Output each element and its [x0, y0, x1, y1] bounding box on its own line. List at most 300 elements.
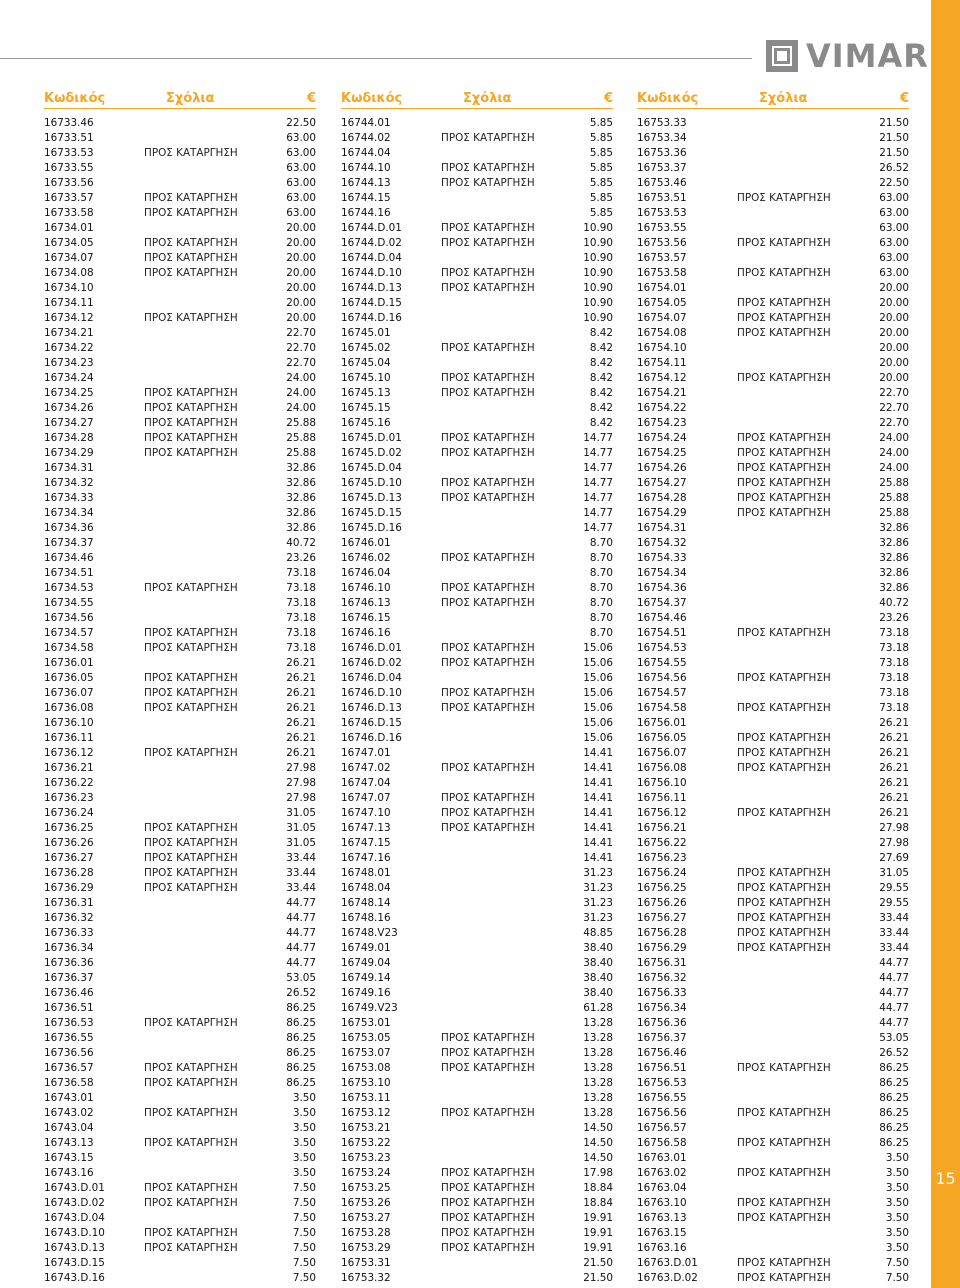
- product-price: 44.77: [879, 987, 909, 999]
- product-price: 26.21: [879, 732, 909, 744]
- table-row: [44, 401, 316, 416]
- product-note: [144, 1151, 274, 1166]
- table-row: [44, 1136, 316, 1151]
- product-note: [441, 1121, 571, 1136]
- product-price: 32.86: [286, 507, 316, 519]
- product-note: ΠΡΟΣ ΚΑΤΑΡΓΗΣΗ: [144, 582, 238, 594]
- table-row: [44, 356, 316, 371]
- product-price: 86.25: [286, 1032, 316, 1044]
- price-column-1: [44, 88, 316, 1286]
- product-note: [737, 1016, 867, 1031]
- product-code: 16734.36: [44, 522, 94, 534]
- product-price: 44.77: [879, 1002, 909, 1014]
- product-code: 16745.D.02: [341, 447, 402, 459]
- product-code: 16734.55: [44, 597, 94, 609]
- table-row: [637, 536, 909, 551]
- table-row: [637, 521, 909, 536]
- product-note: [441, 356, 571, 371]
- product-code: 16756.01: [637, 717, 687, 729]
- product-note: ΠΡΟΣ ΚΑΤΑΡΓΗΣΗ: [144, 672, 238, 684]
- product-note: ΠΡΟΣ ΚΑΤΑΡΓΗΣΗ: [737, 372, 831, 384]
- product-price: 14.50: [583, 1152, 613, 1164]
- product-code: 16734.11: [44, 297, 94, 309]
- product-code: 16734.23: [44, 357, 94, 369]
- product-price: 86.25: [879, 1122, 909, 1134]
- table-row: [341, 251, 613, 266]
- table-row: [341, 716, 613, 731]
- product-note: ΠΡΟΣ ΚΑΤΑΡΓΗΣΗ: [737, 492, 831, 504]
- product-code: 16743.04: [44, 1122, 94, 1134]
- table-row: [341, 836, 613, 851]
- table-row: [44, 131, 316, 146]
- product-note: [144, 551, 274, 566]
- product-code: 16756.31: [637, 957, 687, 969]
- product-code: 16753.25: [341, 1182, 391, 1194]
- table-row: [637, 761, 909, 776]
- product-code: 16736.05: [44, 672, 94, 684]
- product-price: 8.42: [589, 387, 613, 399]
- product-code: 16763.D.01: [637, 1257, 698, 1269]
- product-note: [441, 401, 571, 416]
- table-row: [44, 701, 316, 716]
- product-code: 16743.D.01: [44, 1182, 105, 1194]
- table-row: [637, 1076, 909, 1091]
- product-code: 16756.46: [637, 1047, 687, 1059]
- product-note: [737, 1181, 867, 1196]
- table-row: [637, 1106, 909, 1121]
- product-code: 16745.16: [341, 417, 391, 429]
- product-price: 3.50: [885, 1242, 909, 1254]
- product-price: 63.00: [879, 222, 909, 234]
- table-row: [637, 1151, 909, 1166]
- product-price: 8.42: [589, 417, 613, 429]
- table-row: [44, 881, 316, 896]
- table-row: [44, 446, 316, 461]
- product-price: 19.91: [583, 1242, 613, 1254]
- product-price: 24.00: [879, 462, 909, 474]
- product-note: [737, 1031, 867, 1046]
- product-code: 16754.36: [637, 582, 687, 594]
- product-price: 31.05: [286, 837, 316, 849]
- product-note: ΠΡΟΣ ΚΑΤΑΡΓΗΣΗ: [737, 882, 831, 894]
- product-note: [737, 716, 867, 731]
- product-note: [144, 716, 274, 731]
- product-code: 16746.D.16: [341, 732, 402, 744]
- product-code: 16734.58: [44, 642, 94, 654]
- product-note: [737, 851, 867, 866]
- product-price: 21.50: [879, 132, 909, 144]
- product-price: 86.25: [879, 1092, 909, 1104]
- product-code: 16753.31: [341, 1257, 391, 1269]
- table-row: [44, 191, 316, 206]
- table-row: [44, 761, 316, 776]
- product-note: [441, 1271, 571, 1286]
- product-note: [441, 311, 571, 326]
- product-note: [737, 656, 867, 671]
- product-note: [441, 986, 571, 1001]
- product-price: 86.25: [286, 1002, 316, 1014]
- table-row: [44, 476, 316, 491]
- table-row: [637, 731, 909, 746]
- price-rows: [637, 116, 909, 1286]
- product-code: 16736.55: [44, 1032, 94, 1044]
- table-row: [341, 506, 613, 521]
- product-note: ΠΡΟΣ ΚΑΤΑΡΓΗΣΗ: [144, 642, 238, 654]
- product-note: [144, 1091, 274, 1106]
- product-note: ΠΡΟΣ ΚΑΤΑΡΓΗΣΗ: [737, 1107, 831, 1119]
- product-note: [441, 521, 571, 536]
- product-code: 16736.25: [44, 822, 94, 834]
- table-row: [637, 431, 909, 446]
- product-price: 86.25: [286, 1077, 316, 1089]
- product-note: [441, 206, 571, 221]
- table-row: [341, 1256, 613, 1271]
- product-code: 16753.07: [341, 1047, 391, 1059]
- product-note: [144, 371, 274, 386]
- product-price: 26.52: [286, 987, 316, 999]
- product-price: 26.21: [879, 807, 909, 819]
- product-note: [441, 1091, 571, 1106]
- table-row: [44, 1061, 316, 1076]
- product-note: ΠΡΟΣ ΚΑΤΑΡΓΗΣΗ: [144, 627, 238, 639]
- product-price: 5.85: [589, 132, 613, 144]
- table-row: [44, 971, 316, 986]
- product-price: 3.50: [885, 1152, 909, 1164]
- product-code: 16746.D.15: [341, 717, 402, 729]
- product-price: 7.50: [292, 1197, 316, 1209]
- product-code: 16754.58: [637, 702, 687, 714]
- product-note: ΠΡΟΣ ΚΑΤΑΡΓΗΣΗ: [441, 1182, 535, 1194]
- product-price: 53.05: [286, 972, 316, 984]
- product-code: 16736.11: [44, 732, 94, 744]
- table-row: [44, 806, 316, 821]
- product-price: 22.70: [879, 402, 909, 414]
- product-code: 16733.55: [44, 162, 94, 174]
- product-code: 16756.07: [637, 747, 687, 759]
- product-note: ΠΡΟΣ ΚΑΤΑΡΓΗΣΗ: [441, 432, 535, 444]
- table-row: [637, 1166, 909, 1181]
- product-price: 44.77: [879, 972, 909, 984]
- table-row: [637, 401, 909, 416]
- product-price: 26.21: [286, 717, 316, 729]
- table-row: [44, 1091, 316, 1106]
- product-code: 16747.04: [341, 777, 391, 789]
- product-price: 31.23: [583, 912, 613, 924]
- product-code: 16734.08: [44, 267, 94, 279]
- product-price: 14.77: [583, 492, 613, 504]
- table-row: [341, 176, 613, 191]
- product-note: [737, 521, 867, 536]
- product-code: 16736.28: [44, 867, 94, 879]
- product-price: 38.40: [583, 972, 613, 984]
- product-price: 5.85: [589, 117, 613, 129]
- table-row: [44, 626, 316, 641]
- product-note: ΠΡΟΣ ΚΑΤΑΡΓΗΣΗ: [144, 1062, 238, 1074]
- product-code: 16753.51: [637, 192, 687, 204]
- product-price: 44.77: [286, 957, 316, 969]
- table-row: [637, 746, 909, 761]
- table-row: [341, 851, 613, 866]
- table-row: [341, 701, 613, 716]
- table-row: [341, 536, 613, 551]
- product-price: 3.50: [292, 1092, 316, 1104]
- product-note: [144, 791, 274, 806]
- product-note: ΠΡΟΣ ΚΑΤΑΡΓΗΣΗ: [441, 1032, 535, 1044]
- table-row: [341, 1181, 613, 1196]
- product-code: 16745.D.01: [341, 432, 402, 444]
- product-price: 15.06: [583, 657, 613, 669]
- table-row: [637, 596, 909, 611]
- product-note: [441, 251, 571, 266]
- product-code: 16756.58: [637, 1137, 687, 1149]
- table-row: [341, 1046, 613, 1061]
- product-note: [441, 1016, 571, 1031]
- product-note: ΠΡΟΣ ΚΑΤΑΡΓΗΣΗ: [441, 762, 535, 774]
- product-code: 16753.58: [637, 267, 687, 279]
- product-note: [737, 1076, 867, 1091]
- product-price: 3.50: [885, 1167, 909, 1179]
- product-code: 16736.27: [44, 852, 94, 864]
- table-row: [44, 551, 316, 566]
- product-code: 16734.26: [44, 402, 94, 414]
- product-price: 73.18: [286, 627, 316, 639]
- table-row: [341, 911, 613, 926]
- product-price: 24.00: [879, 447, 909, 459]
- table-row: [44, 506, 316, 521]
- table-row: [341, 281, 613, 296]
- product-code: 16754.31: [637, 522, 687, 534]
- product-code: 16753.24: [341, 1167, 391, 1179]
- product-code: 16753.23: [341, 1152, 391, 1164]
- product-price: 21.50: [879, 117, 909, 129]
- product-price: 63.00: [879, 267, 909, 279]
- product-price: 15.06: [583, 672, 613, 684]
- table-row: [341, 686, 613, 701]
- product-price: 86.25: [879, 1062, 909, 1074]
- table-row: [44, 296, 316, 311]
- table-row: [637, 1121, 909, 1136]
- product-code: 16754.05: [637, 297, 687, 309]
- product-code: 16754.12: [637, 372, 687, 384]
- table-row: [341, 1196, 613, 1211]
- product-note: ΠΡΟΣ ΚΑΤΑΡΓΗΣΗ: [441, 1047, 535, 1059]
- table-row: [637, 266, 909, 281]
- table-row: [341, 641, 613, 656]
- product-price: 27.98: [879, 822, 909, 834]
- product-note: [441, 941, 571, 956]
- product-code: 16754.33: [637, 552, 687, 564]
- product-price: 7.50: [292, 1272, 316, 1284]
- table-row: [637, 1241, 909, 1256]
- product-code: 16763.15: [637, 1227, 687, 1239]
- product-price: 8.70: [589, 597, 613, 609]
- product-price: 44.77: [286, 912, 316, 924]
- product-price: 3.50: [292, 1122, 316, 1134]
- table-row: [637, 1181, 909, 1196]
- product-price: 26.21: [286, 672, 316, 684]
- product-note: ΠΡΟΣ ΚΑΤΑΡΓΗΣΗ: [737, 672, 831, 684]
- product-code: 16743.13: [44, 1137, 94, 1149]
- product-note: ΠΡΟΣ ΚΑΤΑΡΓΗΣΗ: [737, 927, 831, 939]
- product-code: 16743.D.04: [44, 1212, 105, 1224]
- product-note: ΠΡΟΣ ΚΑΤΑΡΓΗΣΗ: [737, 732, 831, 744]
- table-row: [637, 461, 909, 476]
- product-price: 73.18: [286, 597, 316, 609]
- table-row: [341, 866, 613, 881]
- product-note: [144, 971, 274, 986]
- product-price: 18.84: [583, 1197, 613, 1209]
- table-row: [44, 1031, 316, 1046]
- product-price: 73.18: [286, 642, 316, 654]
- product-note: [737, 1241, 867, 1256]
- product-code: 16754.23: [637, 417, 687, 429]
- product-code: 16756.28: [637, 927, 687, 939]
- table-row: [637, 806, 909, 821]
- table-row: [44, 431, 316, 446]
- product-price: 73.18: [286, 567, 316, 579]
- product-price: 15.06: [583, 702, 613, 714]
- product-code: 16745.04: [341, 357, 391, 369]
- product-code: 16753.33: [637, 117, 687, 129]
- product-price: 86.25: [286, 1062, 316, 1074]
- table-row: [44, 731, 316, 746]
- product-price: 26.21: [286, 732, 316, 744]
- product-note: ΠΡΟΣ ΚΑΤΑΡΓΗΣΗ: [441, 1197, 535, 1209]
- table-row: [341, 1076, 613, 1091]
- product-price: 38.40: [583, 942, 613, 954]
- table-row: [637, 911, 909, 926]
- product-note: [737, 821, 867, 836]
- product-note: ΠΡΟΣ ΚΑΤΑΡΓΗΣΗ: [144, 447, 238, 459]
- product-note: ΠΡΟΣ ΚΑΤΑΡΓΗΣΗ: [737, 762, 831, 774]
- table-row: [341, 191, 613, 206]
- table-row: [341, 236, 613, 251]
- table-row: [637, 506, 909, 521]
- table-row: [341, 791, 613, 806]
- product-note: ΠΡΟΣ ΚΑΤΑΡΓΗΣΗ: [144, 702, 238, 714]
- table-row: [341, 131, 613, 146]
- product-code: 16754.57: [637, 687, 687, 699]
- product-note: [441, 896, 571, 911]
- table-row: [637, 1226, 909, 1241]
- table-row: [637, 416, 909, 431]
- product-note: ΠΡΟΣ ΚΑΤΑΡΓΗΣΗ: [737, 912, 831, 924]
- table-row: [341, 116, 613, 131]
- table-row: [44, 521, 316, 536]
- table-row: [44, 1106, 316, 1121]
- product-note: [441, 506, 571, 521]
- product-price: 63.00: [879, 192, 909, 204]
- product-code: 16756.27: [637, 912, 687, 924]
- table-row: [341, 551, 613, 566]
- product-code: 16753.28: [341, 1227, 391, 1239]
- table-row: [44, 656, 316, 671]
- table-row: [637, 341, 909, 356]
- product-note: [144, 941, 274, 956]
- product-note: ΠΡΟΣ ΚΑΤΑΡΓΗΣΗ: [441, 657, 535, 669]
- product-code: 16756.51: [637, 1062, 687, 1074]
- product-price: 73.18: [879, 702, 909, 714]
- product-code: 16736.21: [44, 762, 94, 774]
- product-price: 86.25: [879, 1137, 909, 1149]
- table-row: [44, 1196, 316, 1211]
- table-row: [341, 986, 613, 1001]
- product-note: [144, 476, 274, 491]
- table-row: [637, 116, 909, 131]
- product-price: 14.41: [583, 792, 613, 804]
- product-note: [737, 1151, 867, 1166]
- product-note: ΠΡΟΣ ΚΑΤΑΡΓΗΣΗ: [737, 312, 831, 324]
- price-column-2: [341, 88, 613, 1286]
- product-note: ΠΡΟΣ ΚΑΤΑΡΓΗΣΗ: [144, 687, 238, 699]
- table-row: [341, 311, 613, 326]
- product-note: [737, 401, 867, 416]
- product-price: 32.86: [879, 552, 909, 564]
- product-code: 16736.08: [44, 702, 94, 714]
- table-row: [637, 581, 909, 596]
- product-code: 16756.12: [637, 807, 687, 819]
- product-price: 32.86: [286, 477, 316, 489]
- header-note: Σχόλια: [759, 90, 808, 106]
- product-code: 16756.25: [637, 882, 687, 894]
- column-header: [637, 88, 909, 109]
- product-price: 73.18: [879, 672, 909, 684]
- table-row: [341, 581, 613, 596]
- product-note: [737, 791, 867, 806]
- product-code: 16744.D.01: [341, 222, 402, 234]
- product-price: 24.00: [286, 387, 316, 399]
- product-note: ΠΡΟΣ ΚΑΤΑΡΓΗΣΗ: [441, 342, 535, 354]
- product-price: 19.91: [583, 1227, 613, 1239]
- product-price: 86.25: [286, 1047, 316, 1059]
- product-note: [144, 956, 274, 971]
- product-code: 16736.31: [44, 897, 94, 909]
- product-code: 16746.02: [341, 552, 391, 564]
- product-note: [737, 836, 867, 851]
- product-note: ΠΡΟΣ ΚΑΤΑΡΓΗΣΗ: [144, 432, 238, 444]
- product-code: 16756.26: [637, 897, 687, 909]
- product-price: 14.50: [583, 1122, 613, 1134]
- table-row: [637, 1256, 909, 1271]
- product-price: 20.00: [286, 237, 316, 249]
- product-note: [144, 521, 274, 536]
- product-note: [144, 1211, 274, 1226]
- table-row: [341, 671, 613, 686]
- product-code: 16736.26: [44, 837, 94, 849]
- product-price: 31.23: [583, 882, 613, 894]
- table-row: [637, 1061, 909, 1076]
- product-note: [441, 926, 571, 941]
- product-code: 16753.05: [341, 1032, 391, 1044]
- table-row: [44, 326, 316, 341]
- table-row: [44, 1121, 316, 1136]
- product-code: 16749.01: [341, 942, 391, 954]
- product-price: 8.42: [589, 372, 613, 384]
- product-price: 26.21: [879, 762, 909, 774]
- product-price: 73.18: [879, 687, 909, 699]
- product-note: ΠΡΟΣ ΚΑΤΑΡΓΗΣΗ: [737, 1197, 831, 1209]
- product-price: 32.86: [286, 522, 316, 534]
- table-row: [44, 716, 316, 731]
- table-row: [44, 1151, 316, 1166]
- product-note: ΠΡΟΣ ΚΑΤΑΡΓΗΣΗ: [144, 822, 238, 834]
- table-row: [341, 656, 613, 671]
- table-row: [341, 1106, 613, 1121]
- table-row: [637, 836, 909, 851]
- product-price: 44.77: [286, 897, 316, 909]
- product-price: 3.50: [292, 1137, 316, 1149]
- product-note: [737, 551, 867, 566]
